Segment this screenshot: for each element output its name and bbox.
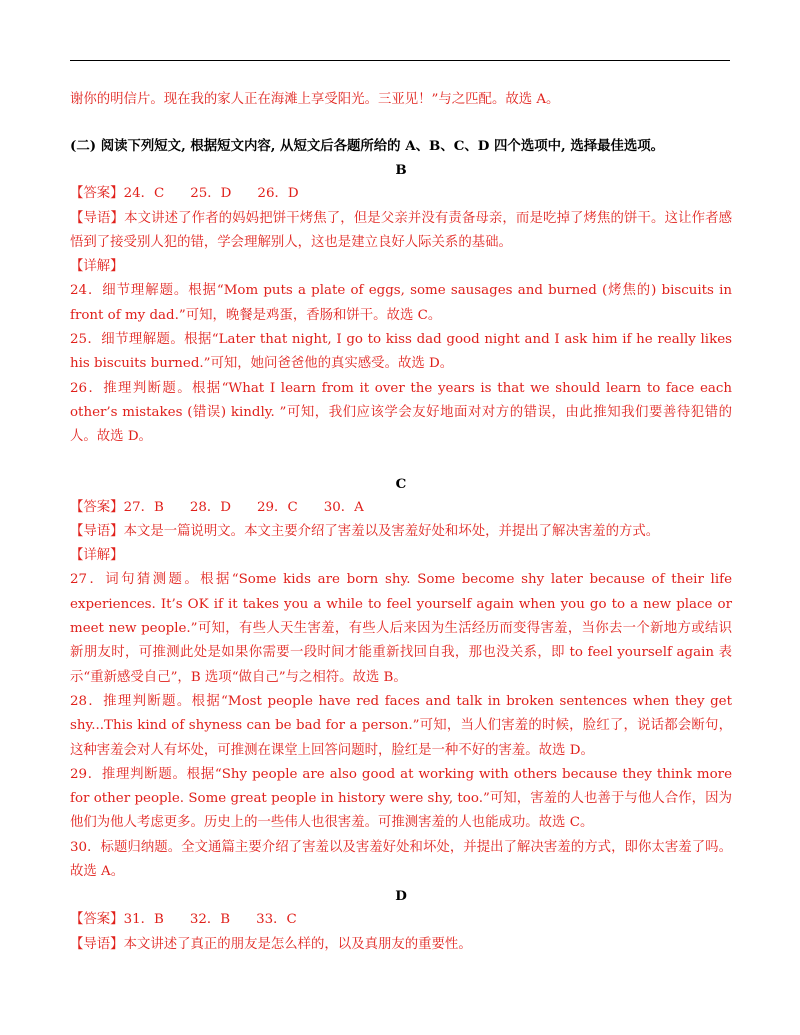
guide-paragraph-d <box>70 933 732 957</box>
guide-text: 本文讲述了作者的妈妈把饼干烤焦了，但是父亲并没有责备母亲，而是吃掉了烤焦的饼干。这让作者感悟到了接受别人犯的错，学会理解别人，这也是建立良好人际关系的基础。 <box>70 210 733 250</box>
answer-tag: 【答案】 <box>70 499 124 515</box>
answer-item: 28．D <box>189 499 232 515</box>
guide-tag: 【导语】 <box>70 523 124 539</box>
answer-item: 32．B <box>189 912 231 928</box>
guide-text: 本文讲述了真正的朋友是怎么样的，以及真朋友的重要性。 <box>123 936 472 952</box>
answer-line-d <box>70 908 732 932</box>
explanation-27: 27．词句猜测题。根据“Some kids are born shy. Some become shy later because of their life experiences. It’s OK if it takes you a while to feel yourself again when you go to a new place or meet new people.”可知，有些人天生害羞，有些人后来因为生活经历而变得害羞，当你去一个新地方或结识新朋友时，可推测此处是如果你需要一段时间才能重新找回自我，那也没关系，即 to feel yourself again 表示“重新感受自己”，B 选项“做自己”与之相符。故选 B。 <box>70 572 732 685</box>
guide-text: 本文是一篇说明文。本文主要介绍了害羞以及害羞好处和坏处，并提出了解决害羞的方式。 <box>123 523 660 539</box>
answer-item: 31．B <box>123 912 164 928</box>
explanation-24: 24．细节理解题。根据“Mom puts a plate of eggs, some sausages and burned (烤焦的) biscuits in front of my dad.”可知，晚餐是鸡蛋，香肠和饼干。故选 C。 <box>70 283 732 323</box>
answer-item: 29．C <box>257 499 298 515</box>
explanation-30: 30．标题归纳题。全文通篇主要介绍了害羞以及害羞好处和坏处，并提出了解决害羞的方式，即你太害羞了吗。故选 A。 <box>70 839 732 880</box>
detail-tag-b: 【详解】 <box>70 259 124 275</box>
answer-item: 26．D <box>257 186 299 202</box>
answer-item: 25．D <box>190 186 232 202</box>
answer-tag: 【答案】 <box>70 912 124 928</box>
guide-tag: 【导语】 <box>70 936 124 952</box>
guide-paragraph-b <box>70 207 732 256</box>
explanation-25: 25．细节理解题。根据“Later that night, I go to kiss dad good night and I ask him if he really likes his biscuits burned.”可知，她问爸爸他的真实感受。故选 D。 <box>70 332 732 372</box>
explanation-29: 29．推理判断题。根据“Shy people are also good at working with others because they think more for other people. Some great people in history were shy, too.”可知，害羞的人也善于与他人合作，因为他们为他人考虑更多。历史上的一些伟人也很害羞。可推测害羞的人也能成功。故选 C。 <box>70 766 732 831</box>
intro-line: 谢你的明信片。现在我的家人正在海滩上享受阳光。三亚见！”与之匹配。故选 A。 <box>70 92 560 107</box>
answer-item: 27．B <box>123 499 164 515</box>
explanation-26: 26．推理判断题。根据“What I learn from it over the years is that we should learn to face each other’s mistakes (错误) kindly. ”可知，我们应该学会友好地面对对方的错误，由此推知我们要善待犯错的人。故选 D。 <box>70 380 732 445</box>
guide-tag: 【导语】 <box>70 210 125 226</box>
answer-tag: 【答案】 <box>70 186 124 202</box>
passage-label-b: B <box>395 162 407 179</box>
answer-item: 33．C <box>256 912 297 928</box>
answer-line-b <box>70 182 732 206</box>
explanation-28: 28．推理判断题。根据“Most people have red faces and talk in broken sentences when they get shy...This kind of shyness can be bad for a person.”可知，当人们害羞的时候，脸红了，说话都会断句，这种害羞会对人有坏处，可推测在课堂上回答问题时，脸红是一种不好的害羞。故选 D。 <box>70 693 732 758</box>
passage-label-d: D <box>395 888 407 905</box>
answer-line-c <box>70 496 732 520</box>
answer-item: 30．A <box>323 499 364 515</box>
document-body <box>70 88 732 957</box>
passage-label-c: C <box>395 475 407 492</box>
section-heading: (二) 阅读下列短文, 根据短文内容, 从短文后各题所给的 A、B、C、D 四个选项中, 选择最佳选项。 <box>70 138 665 155</box>
answer-item: 24．C <box>123 186 165 202</box>
header-rule <box>70 60 730 61</box>
guide-paragraph-c <box>70 520 732 544</box>
detail-tag-c: 【详解】 <box>70 548 124 564</box>
